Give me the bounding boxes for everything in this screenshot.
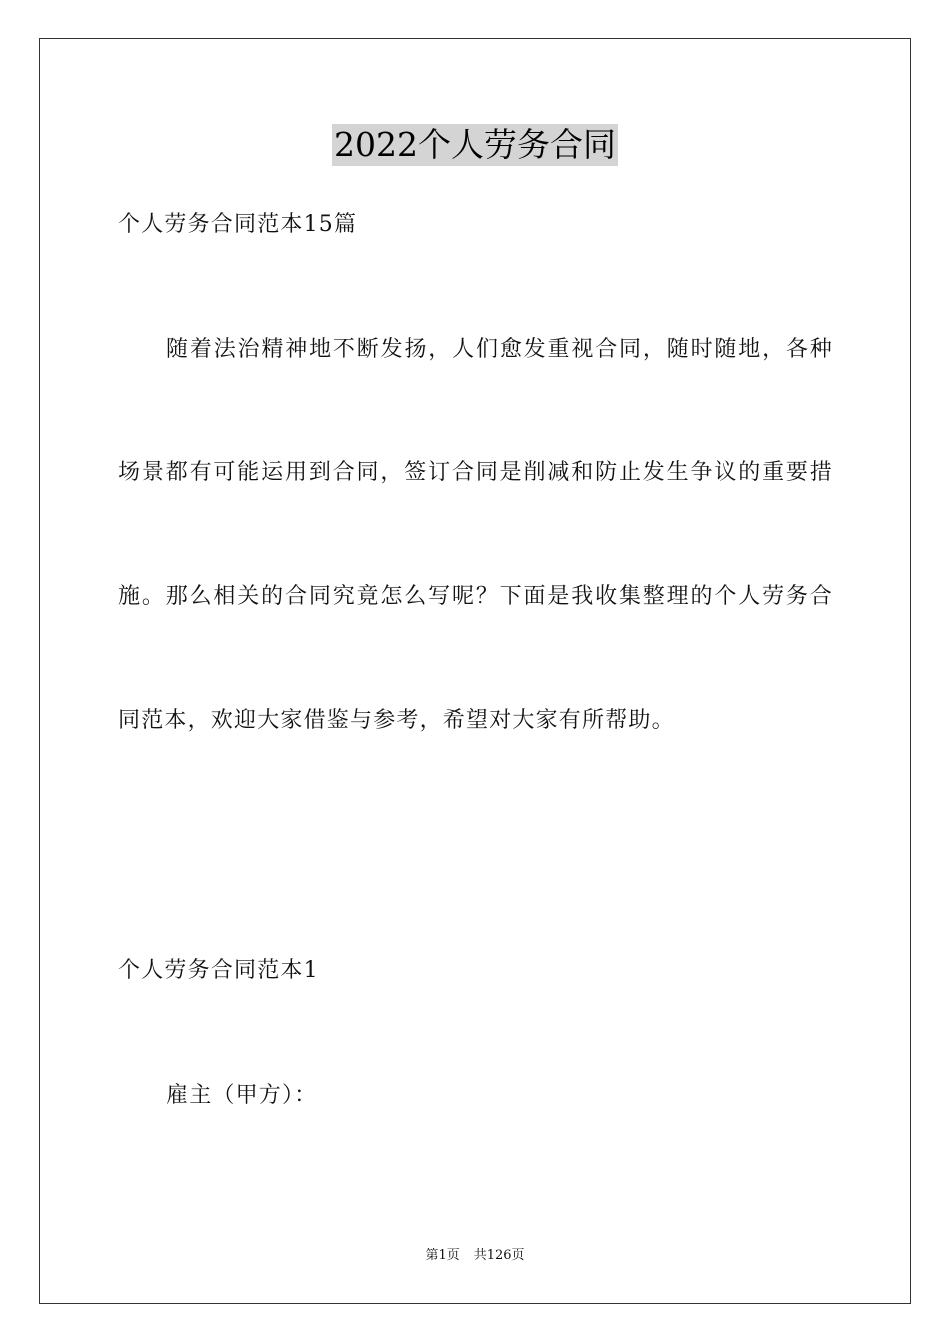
intro-line-3: 施。那么相关的合同究竟怎么写呢？下面是我收集整理的个人劳务合 — [118, 584, 833, 609]
intro-line-1: 随着法治精神地不断发扬，人们愈发重视合同，随时随地，各种 — [166, 337, 833, 362]
intro-line-2: 场景都有可能运用到合同，签订合同是削减和防止发生争议的重要措 — [118, 460, 833, 485]
page-total: 共126页 — [473, 1248, 525, 1263]
employer-label: 雇主（甲方）： — [166, 1083, 318, 1108]
page-footer — [0, 1247, 950, 1265]
document-subtitle: 个人劳务合同范本15篇 — [118, 212, 358, 237]
page-number: 第1页 — [425, 1248, 460, 1263]
section-heading: 个人劳务合同范本1 — [118, 958, 319, 983]
title-container — [0, 124, 950, 166]
document-title: 2022个人劳务合同 — [334, 125, 616, 164]
intro-line-4: 同范本，欢迎大家借鉴与参考，希望对大家有所帮助。 — [118, 708, 675, 733]
